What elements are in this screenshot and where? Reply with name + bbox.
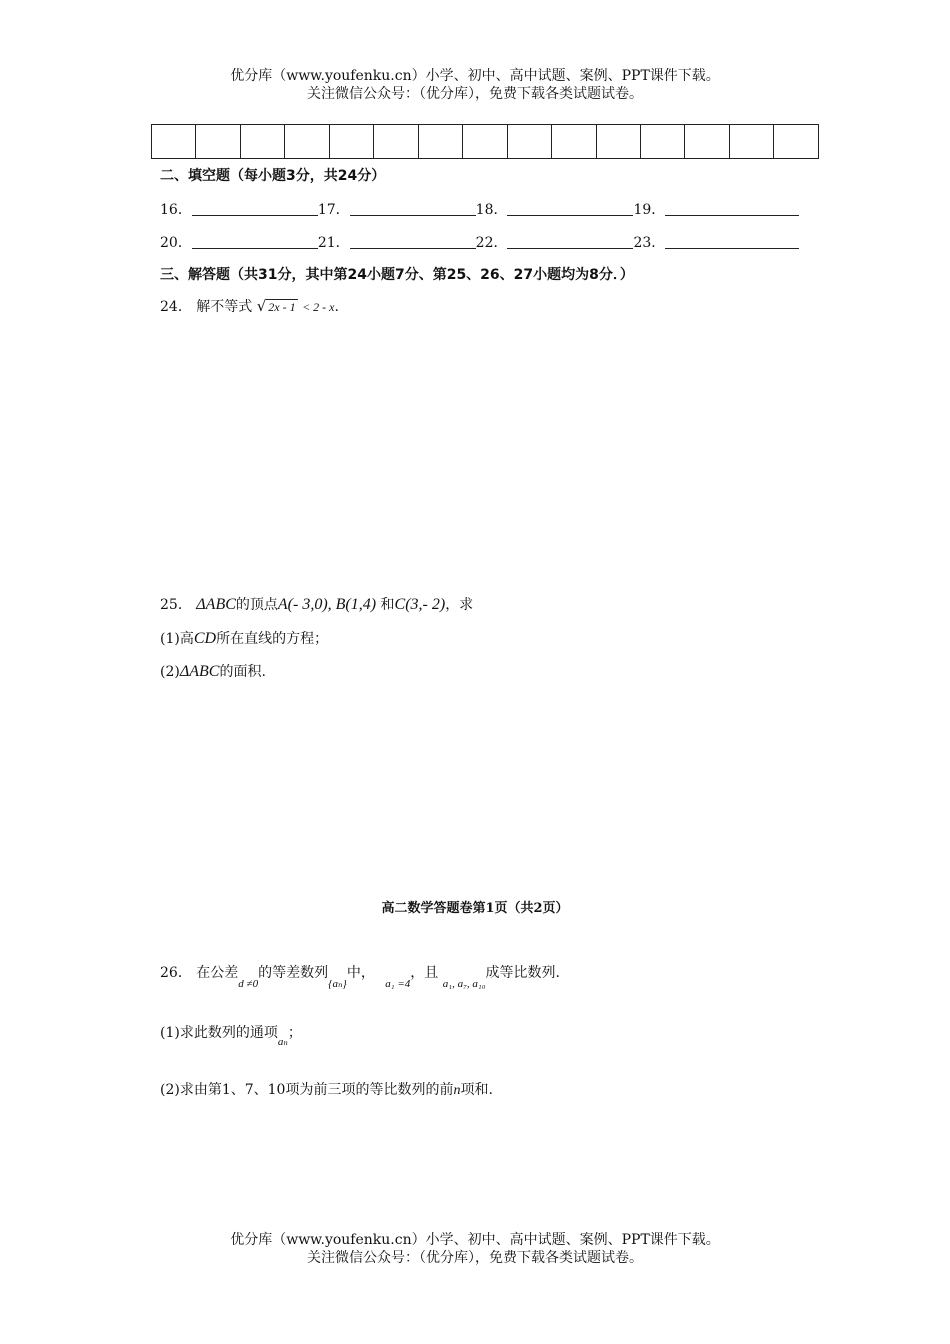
q26-text-5: 成等比数列. (485, 965, 560, 981)
q22-blank[interactable] (507, 234, 633, 249)
footer-line-1: 优分库（www.youfenku.cn）小学、初中、高中试题、案例、PPT课件下载。 (230, 1232, 720, 1248)
q25-part-2 (160, 661, 266, 681)
q26-p2-end: 项和. (460, 1082, 493, 1098)
q20-label: 20． (160, 235, 192, 251)
question-24 (160, 296, 339, 316)
section-2-title: 二、填空题（每小题3分，共24分） (160, 168, 386, 184)
q26-p1-end: ； (287, 1025, 302, 1041)
answer-grid (151, 124, 819, 159)
answer-cell[interactable] (152, 125, 196, 159)
footer-line-2: 关注微信公众号：（优分库），免费下载各类试题试卷。 (307, 1250, 643, 1266)
q23-blank[interactable] (665, 234, 799, 249)
q25-part-1 (160, 628, 328, 648)
q25-point-c: C(3,- 2) (394, 596, 446, 613)
answer-cell[interactable] (463, 125, 507, 159)
q25-text-1: 的顶点 (235, 597, 278, 613)
q24-number: 24． (160, 299, 192, 315)
q17-blank[interactable] (350, 201, 476, 216)
answer-cell[interactable] (507, 125, 551, 159)
q26-number: 26． (160, 965, 192, 981)
q26-terms: a₁, a₇, a₁₀ (442, 978, 486, 990)
q25-triangle: ΔABC (196, 596, 236, 613)
q25-p2-triangle: ΔABC (179, 663, 220, 680)
q26-p2-text: (2)求由第1、7、10项为前三项的等比数列的前 (160, 1082, 454, 1098)
answer-cell[interactable] (596, 125, 640, 159)
answer-cell[interactable] (685, 125, 729, 159)
header-line-1: 优分库（www.youfenku.cn）小学、初中、高中试题、案例、PPT课件下载。 (230, 68, 720, 84)
q17-label: 17． (317, 202, 350, 218)
q25-points: A(- 3,0), B(1,4) (277, 596, 377, 613)
q22-label: 22． (475, 235, 508, 251)
q16-label: 16． (160, 202, 192, 218)
answer-cell[interactable] (640, 125, 684, 159)
answer-cell[interactable] (374, 125, 418, 159)
q18-label: 18． (475, 202, 508, 218)
q26-text-1: 在公差 (196, 965, 239, 981)
q19-label: 19． (633, 202, 666, 218)
q20-blank[interactable] (192, 234, 318, 249)
answer-cell[interactable] (285, 125, 329, 159)
answer-cell[interactable] (552, 125, 596, 159)
q25-number: 25． (160, 597, 192, 613)
sqrt-symbol: √ (256, 297, 267, 315)
section-3-title: 三、解答题（共31分，其中第24小题7分、第25、26、27小题均为8分．） (160, 267, 634, 283)
q24-rhs: < 2 - x (302, 300, 335, 314)
q25-p2-suffix: 的面积. (219, 664, 266, 680)
answer-cell[interactable] (774, 125, 819, 159)
q18-blank[interactable] (507, 201, 633, 216)
q26-p1-text: (1)求此数列的通项 (160, 1025, 278, 1041)
q23-label: 23． (633, 235, 666, 251)
q26-p1-an: aₙ (277, 1036, 288, 1048)
q26-d-condition: d ≠0 (238, 978, 259, 990)
q25-p1-suffix: 所在直线的方程； (216, 631, 329, 647)
q26-part-1 (160, 1022, 302, 1048)
question-25 (160, 594, 473, 614)
page-footer-title: 高二数学答题卷第1页（共2页） (381, 901, 569, 916)
q26-part-2 (160, 1079, 493, 1099)
q26-p2-n: n (453, 1083, 461, 1098)
q19-blank[interactable] (665, 201, 799, 216)
q21-label: 21． (317, 235, 350, 251)
question-26 (160, 962, 560, 994)
q26-a1: a₁ =4 (385, 978, 411, 990)
fill-row-1 (160, 199, 799, 219)
q25-p1-cd: CD (193, 630, 217, 647)
q24-end: . (334, 299, 339, 315)
q25-p1-prefix: (1)高 (160, 631, 194, 647)
answer-cell[interactable] (240, 125, 284, 159)
q26-text-4: ，且 (410, 965, 439, 981)
q16-blank[interactable] (192, 201, 318, 216)
q25-and: 和 (380, 597, 395, 613)
q26-text-3: 中， (346, 965, 375, 981)
header-line-2: 关注微信公众号：（优分库），免费下载各类试题试卷。 (307, 86, 643, 102)
q26-sequence: {aₙ} (328, 978, 347, 990)
q25-text-2: ，求 (445, 597, 474, 613)
answer-cell[interactable] (196, 125, 240, 159)
answer-cell[interactable] (418, 125, 462, 159)
fill-row-2 (160, 232, 799, 252)
q25-p2-prefix: (2) (160, 664, 180, 680)
q24-text: 解不等式 (196, 299, 253, 315)
answer-cell[interactable] (329, 125, 373, 159)
answer-cell[interactable] (729, 125, 773, 159)
q21-blank[interactable] (350, 234, 476, 249)
q24-radicand: 2x - 1 (268, 300, 296, 314)
q26-text-2: 的等差数列 (258, 965, 329, 981)
